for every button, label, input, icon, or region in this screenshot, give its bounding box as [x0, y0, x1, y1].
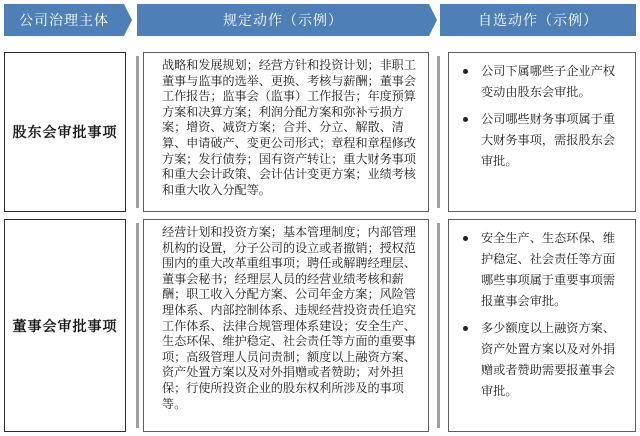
header-optional-actions: 自选动作（示例） — [440, 4, 636, 36]
list-item: 安全生产、生态环保、维护稳定、社会责任等方面哪些事项属于重要事项需报董事会审批。 — [459, 228, 625, 312]
optional-cell-shareholders — [448, 52, 636, 212]
mandatory-cell-board: 经营计划和投资方案；基本管理制度；内部管理机构的设置，分子公司的设立或者撤销；授权范围内的重大改革重组事项；聘任或解聘经理层、董事会秘书；经理层人员的经营业绩考核和薪酬；职工收入分配方案、公司年金方案；风险管理体系、内部控制体系、违规经营投资责任追究工作体系、法律合规管理体系建设；安全生产、生态环保、维护稳定、社会责任等方面的重要事项；高级管理人员问责制；额度以上融资方案、资产处置方案以及对外捐赠或者赞助；对外担保；行使所投资企业的股东权利所涉及的事项等。 — [143, 219, 429, 432]
list-item: 公司哪些财务事项属于重大财务事项，需报股东会审批。 — [459, 109, 625, 172]
divider — [136, 56, 139, 208]
list-item: 公司下属哪些子企业产权变动由股东会审批。 — [459, 61, 625, 103]
divider — [437, 223, 440, 428]
divider — [136, 223, 139, 428]
mandatory-cell-shareholders: 战略和发展规划；经营方针和投资计划；非职工董事与监事的选举、更换、考核与薪酬；董事会工作报告；监事会（监事）工作报告；年度预算方案和决算方案；利润分配方案和弥补亏损方案；增资、减资方案；合并、分立、解散、清算、申请破产、变更公司形式；章程和章程修改方案；发行债券；国有资产转让；重大财务事项和重大会计政策、会计估计变更方案；业绩考核和重大收入分配等。 — [143, 52, 429, 212]
header-governance-subject: 公司治理主体 — [4, 4, 124, 36]
list-item: 多少额度以上融资方案、资产处置方案以及对外捐赠或者赞助需要报董事会审批。 — [459, 318, 625, 402]
row-subject-board: 董事会审批事项 — [4, 219, 126, 432]
divider — [437, 56, 440, 208]
row-subject-shareholders: 股东会审批事项 — [4, 52, 126, 212]
header-mandatory-actions: 规定动作（示例） — [137, 4, 429, 36]
optional-cell-board — [448, 219, 636, 432]
